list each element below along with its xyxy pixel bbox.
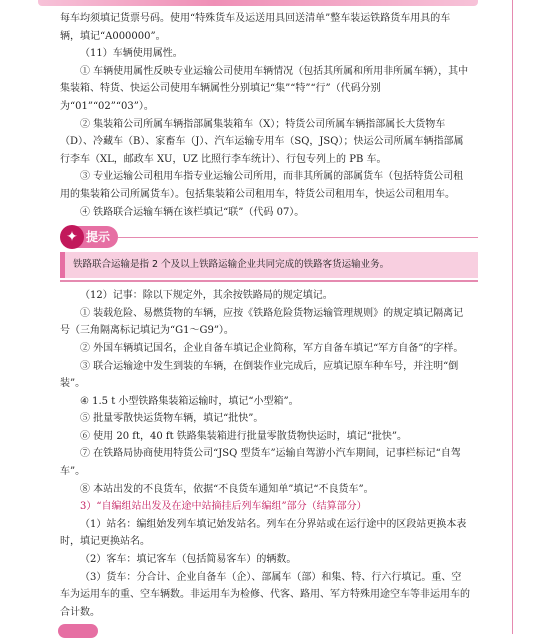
paragraph: （11）车辆使用属性。 <box>80 48 183 60</box>
paragraph: ③ 专业运输公司租用车指专业运输公司所用，而非其所属的部属货车（包括特货公司租用的集装箱公司所属货车）。包括集装箱公司租用车，特货公司租用车，快运公司租用车。 <box>60 171 464 200</box>
tip-divider <box>118 237 478 238</box>
paragraph: （12）记事：除以下规定外，其余按铁路局的规定填记。 <box>80 290 333 302</box>
paragraph: ⑥ 使用 20 ft，40 ft 铁路集装箱进行批量零散货物快运时，填记“批快”。 <box>80 430 408 442</box>
paragraph: ② 外国车辆填记国名，企业自备车填记企业简称，军方自备车填记“军方自备”的字样。 <box>80 342 464 354</box>
paragraph: 每车均须填记货票号码。使用“特殊货车及运送用具回送清单”整车装运铁路货车用具的车辆，填记“A000000”。 <box>60 13 451 42</box>
paragraph: ② 集装箱公司所属车辆指部属集装箱车（X）；特货公司所属车辆指部属长大货物车（D）、冷藏车（B）、家畜车（J）、汽车运输专用车（SQ，JSQ）；快运公司所属车辆指部属行李车（XL，邮政车 XU，UZ 比照行李车统计）、行包专列上的 PB 车。 <box>60 118 464 165</box>
paragraph: （1）站名：编组始发列车填记始发站名。列车在分界站或在运行途中的区段站更换本表时，填记更换站名。 <box>60 518 467 548</box>
section-heading: 3）“自编组站出发及在途中站摘挂后列车编组”部分（结算部分） <box>80 501 367 513</box>
paragraph: ① 车辆使用属性反映专业运输公司使用车辆情况（包括其所属和所用非所属车辆），其中集装箱、特货、快运公司使用车辆属性分别填记“集”“特”“行”（代码分别为“01”“02”“03”）。 <box>60 65 469 112</box>
paragraph: ⑤ 批量零散快运货物车辆，填记“批快”。 <box>80 413 264 425</box>
paragraph: （3）货车：分合计、企业自备车（企）、部属车（部）和集、特、行六行填记。重、空车为运用车的重、空车辆数。非运用车为检修、代客、路用、军方特殊用途空车等非运用车的合计数。 <box>60 571 470 618</box>
paragraph: （2）客车：填记客车（包括简易客车）的辆数。 <box>80 554 297 566</box>
tip-text-box <box>60 252 478 278</box>
tip-box-rule <box>60 280 478 282</box>
tip-callout <box>60 224 470 286</box>
header-decoration-bar <box>38 0 478 6</box>
next-tip-badge <box>58 624 98 638</box>
page-side-rule <box>512 0 514 634</box>
tip-text: 铁路联合运输是指 2 个及以上铁路运输企业共同完成的铁路客货运输业务。 <box>73 259 390 271</box>
document-body <box>60 10 470 621</box>
paragraph: ① 装载危险、易燃货物的车辆，应按《铁路危险货物运输管理规则》的规定填记隔离记号（三角隔离标记填记为“G1～G9”）。 <box>60 307 464 337</box>
paragraph: ④ 1.5 t 小型铁路集装箱运输时，填记“小型箱”。 <box>80 395 299 407</box>
bulb-icon: ✦ <box>60 225 84 249</box>
paragraph: ⑦ 在铁路局协商使用特货公司“JSQ 型货车”运输自驾游小汽车期间，记事栏标记“自驾车”。 <box>60 448 461 478</box>
paragraph: ④ 铁路联合运输车辆在该栏填记“联”（代码 07）。 <box>80 206 305 218</box>
paragraph: ③ 联合运输途中发生到装的车辆，在倒装作业完成后，应填记原车种车号，并注明“倒装”。 <box>60 360 459 390</box>
tip-label: 提示 <box>85 230 110 245</box>
paragraph: ⑧ 本站出发的不良货车，依据“不良货车通知单”填记“不良货车”。 <box>80 483 374 495</box>
